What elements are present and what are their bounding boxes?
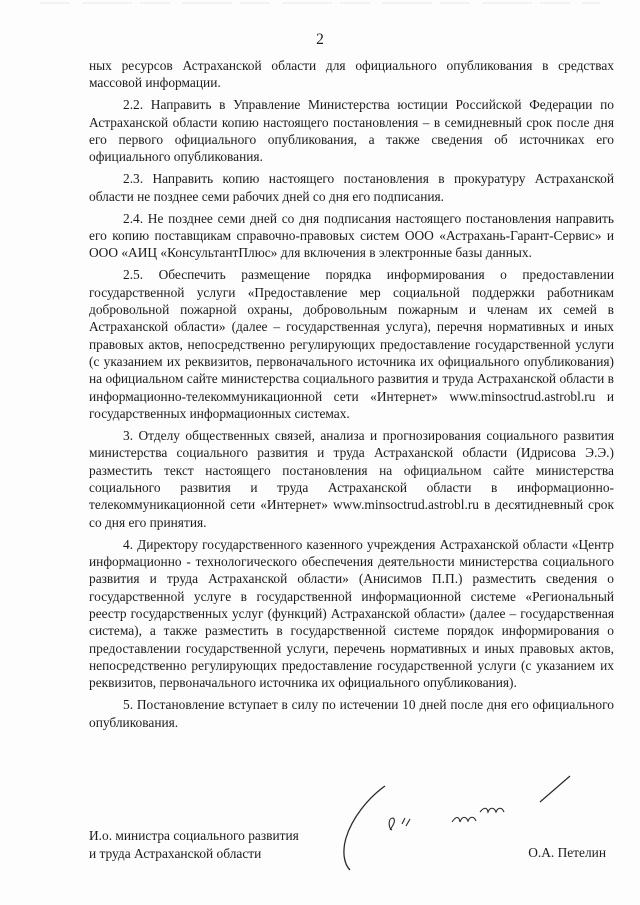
document-body bbox=[89, 57, 614, 735]
paragraph-3: 3. Отделу общественных связей, анализа и прогнозирования социального развития министерства социального развития и труда Астраханской области (Идрисова Э.Э.) разместить текст настоящего постановления на официальном сайте министерства социального развития и труда Астраханской области в информационно-телекоммуникационной сети «Интернет» www.minsoctrud.astrobl.ru в десятидневный срок со дня его принятия. bbox=[89, 427, 614, 530]
paragraph-2-3: 2.3. Направить копию настоящего постановления в прокуратуру Астраханской области не позднее семи рабочих дней со дня его подписания. bbox=[89, 171, 614, 204]
scan-artifact-top bbox=[40, 0, 600, 10]
signer-title-line-1: И.о. министра социального развития bbox=[89, 828, 299, 843]
page-number: 2 bbox=[316, 31, 324, 48]
signer-title bbox=[89, 827, 389, 862]
paragraph-2-4: 2.4. Не позднее семи дней со дня подписания настоящего постановления направить его копию поставщикам справочно-правовых систем ООО «Астрахань-Гарант-Сервис» и ООО «АИЦ «КонсультантПлюс» для включения в электронные базы данных. bbox=[89, 210, 614, 261]
signer-name: О.А. Петелин bbox=[528, 845, 606, 860]
handwritten-signature bbox=[330, 760, 590, 880]
paragraph-2-5: 2.5. Обеспечить размещение порядка информирования о предоставлении государственной услуги «Предоставление мер социальной поддержки работникам добровольной пожарной охраны, добровольным пожарным и членам их семей в Астраханской области» (далее – государственная услуга), перечня нормативных и иных правовых актов, непосредственно регулирующих предоставление государственной услуги (с указанием их реквизитов, первоначального источника их официального опубликования) на официальном сайте министерства социального развития и труда Астраханской области в информационно-телекоммуникационной сети «Интернет» www.minsoctrud.astrobl.ru и государственных информационных системах. bbox=[89, 267, 614, 421]
signer-title-line-2: и труда Астраханской области bbox=[89, 845, 262, 861]
paragraph-2-2: 2.2. Направить в Управление Министерства юстиции Российской Федерации по Астраханской области копию настоящего постановления – в семидневный срок после дня его первого официального опубликования, а также сведения об источниках его официального опубликования. bbox=[89, 97, 614, 165]
paragraph-5: 5. Постановление вступает в силу по истечении 10 дней после дня его официального опубликования. bbox=[89, 697, 614, 730]
paragraph-continuation: ных ресурсов Астраханской области для официального опубликования в средствах массовой информации. bbox=[89, 58, 614, 91]
paragraph-4: 4. Директору государственного казенного учреждения Астраханской области «Центр информационно - технологического обеспечения деятельности министерства социального развития и труда Астраханской области» (Анисимов П.П.) разместить сведения о государственной услуге в государственной информационной системе «Региональный реестр государственных услуг (функций) Астраханской области» (далее – государственная система), а также разместить в государственной системе порядок информирования о предоставлении государственной услуги, перечень нормативных и иных правовых актов, непосредственно регулирующих предоставление государственной услуги (с указанием их реквизитов, первоначального источника их официального опубликования). bbox=[89, 536, 614, 691]
